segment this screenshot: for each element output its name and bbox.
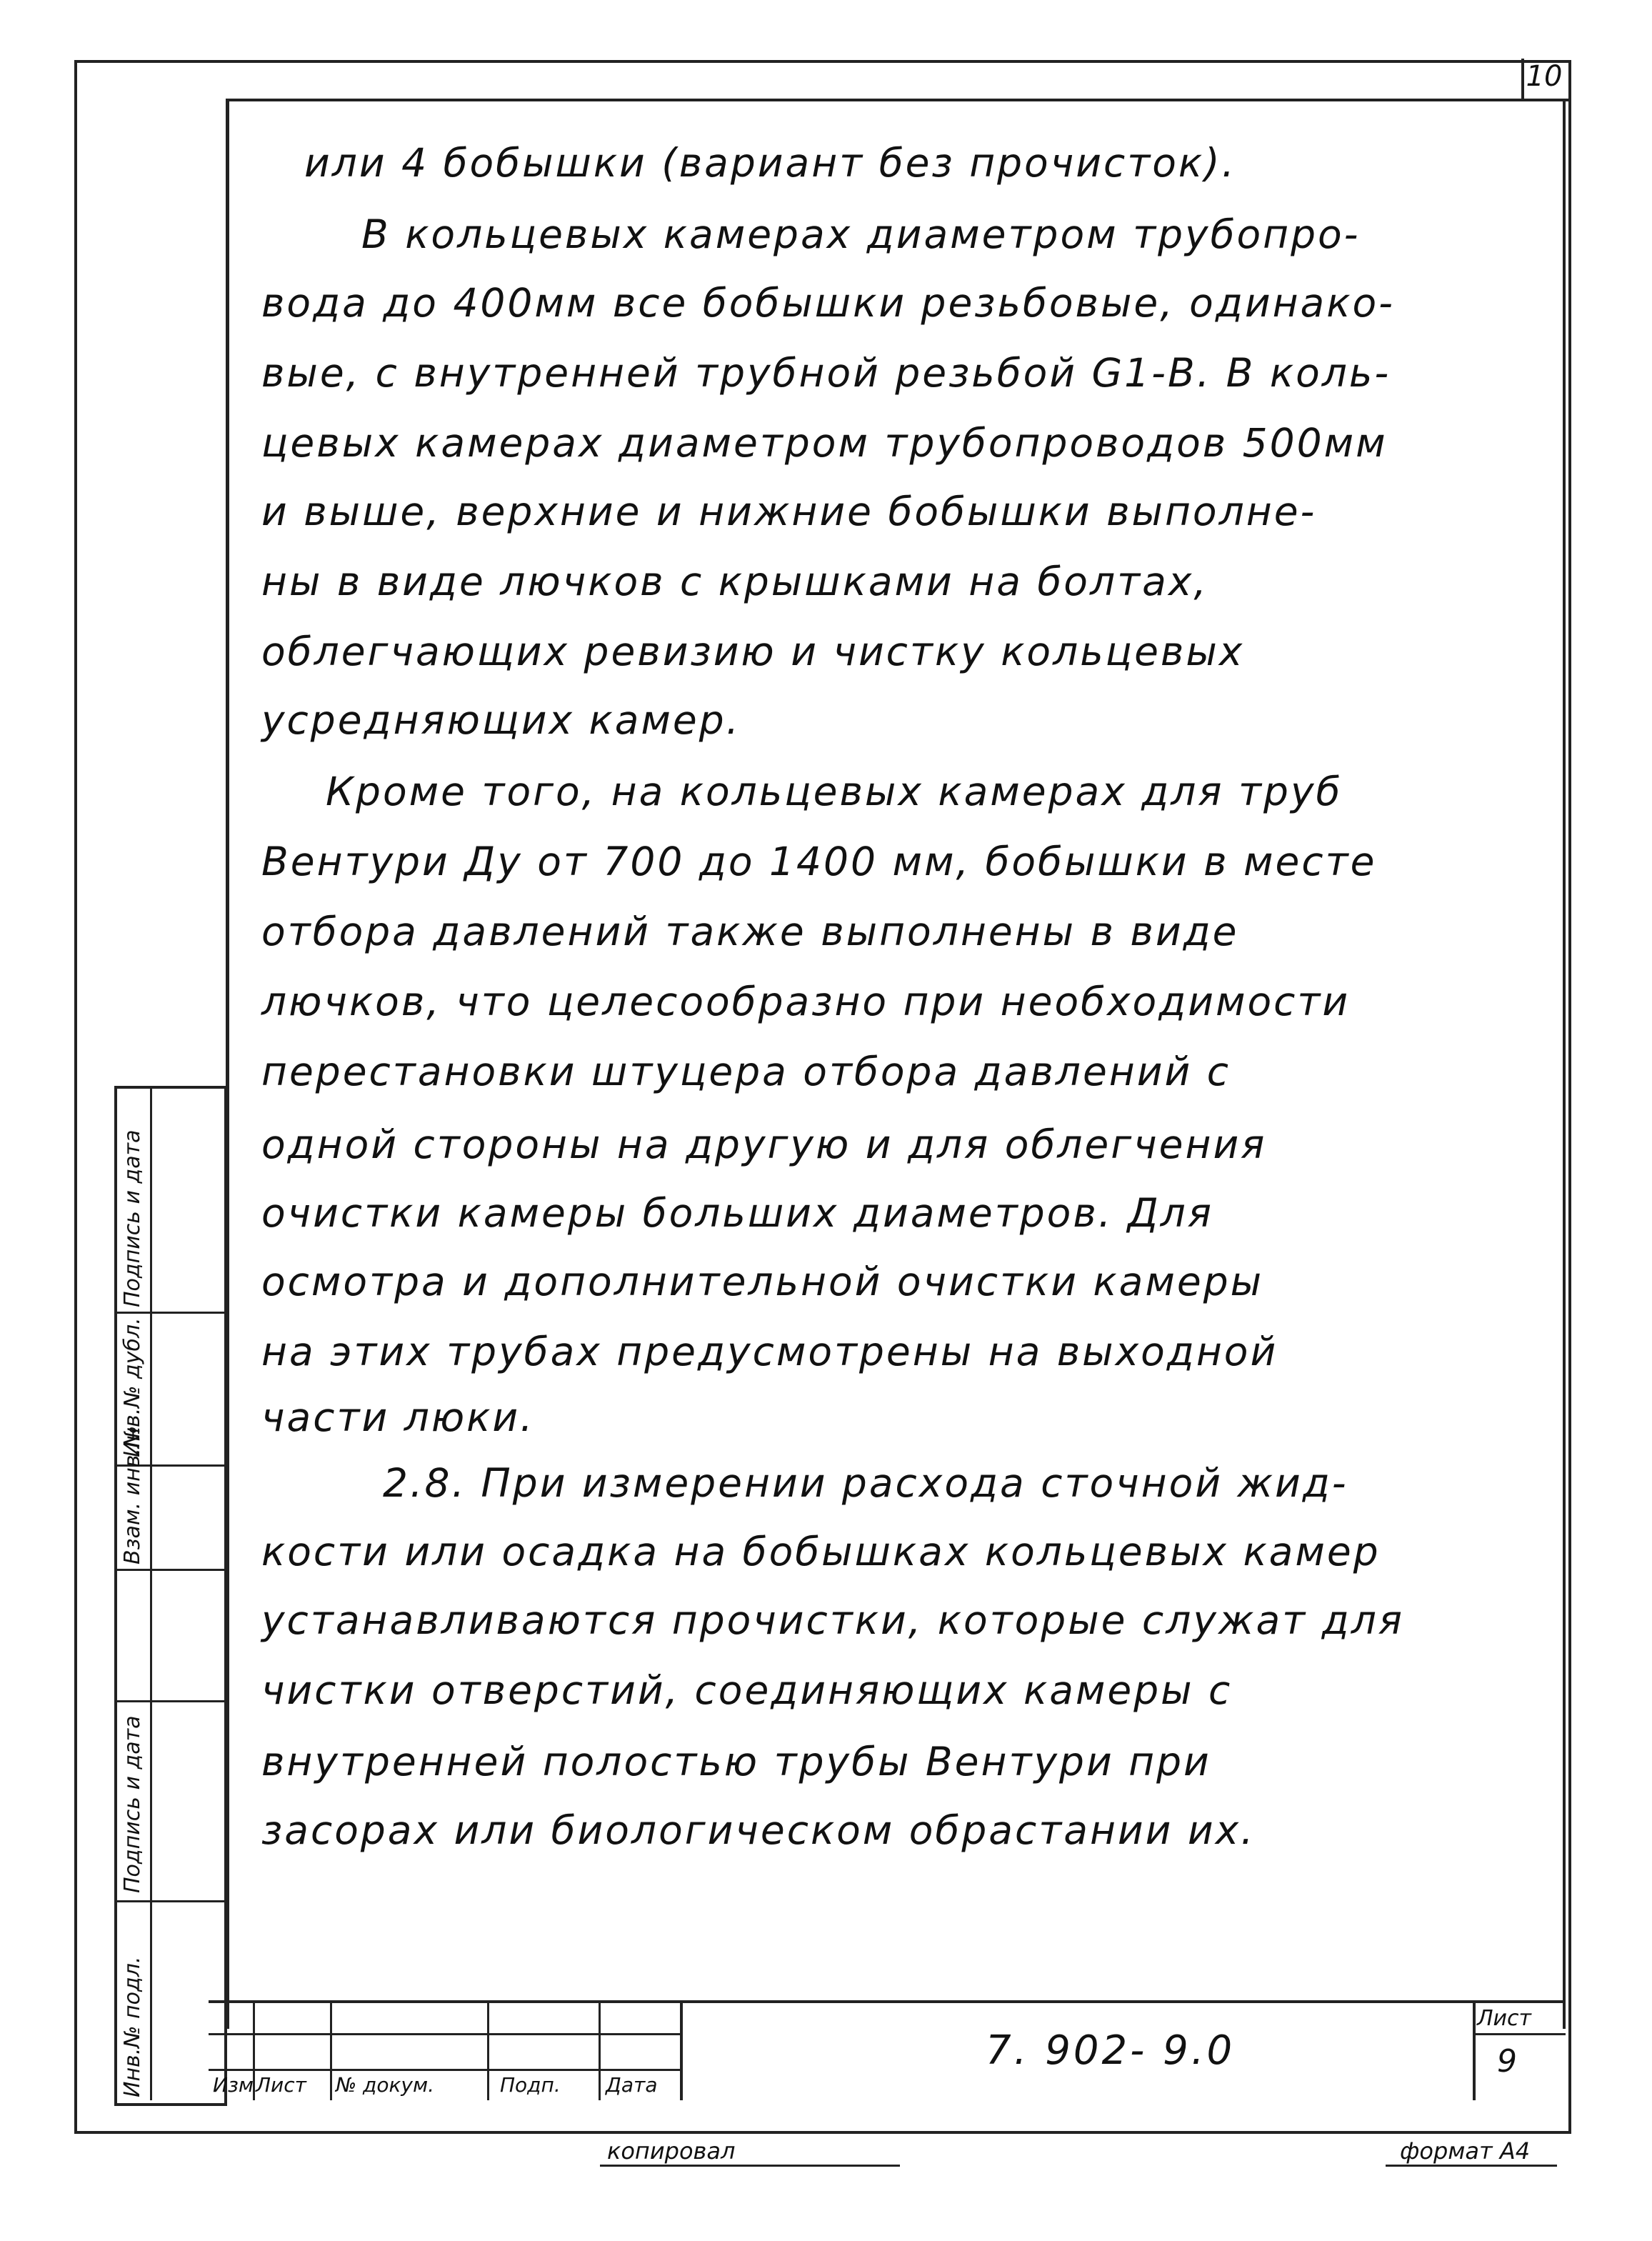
title-block-col-line [487,2000,489,2100]
side-strip-label: Взам. инв.№ [120,1425,145,1564]
format-label: формат А4 [1400,2137,1531,2165]
inner-frame-top [226,99,1564,101]
title-block-col-line [330,2000,332,2100]
title-block-col-line [599,2000,601,2100]
sheet-label: Лист [1477,2006,1532,2031]
body-line: одной стороны на другую и для облегчения [261,1122,1267,1167]
body-line: кости или осадка на бобышках кольцевых камер [261,1529,1381,1574]
body-line: чистки отверстий, соединяющих камеры с [261,1667,1233,1713]
title-block-header: Дата [606,2073,658,2097]
body-line: части люки. [261,1394,535,1440]
body-line: ны в виде лючков с крышками на болтах, [261,559,1208,604]
copied-by-underline [600,2165,900,2167]
body-line: осмотра и дополнительной очистки камеры [261,1259,1264,1304]
title-block-row-line [209,2069,680,2071]
body-line: цевых камерах диаметром трубопроводов 500мм [261,420,1388,466]
side-strip-row-divider [114,1312,224,1314]
side-strip-label: Инв.№ подл. [120,1956,145,2097]
body-line: или 4 бобышки (вариант без прочисток). [304,140,1237,186]
body-line: устанавливаются прочистки, которые служат для [261,1597,1404,1643]
body-line: усредняющих камер. [261,697,741,743]
side-strip-row-divider [114,1569,224,1571]
body-line: вода до 400мм все бобышки резьбовые, одинако- [261,280,1395,326]
side-strip-row-divider [114,1700,224,1702]
title-block-col-line [680,2000,683,2100]
side-strip-label: Инв.№ дубл. [120,1317,145,1457]
body-line: вые, с внутренней трубной резьбой G1-В. В коль- [261,350,1391,396]
corner-sheet-number: 10 [1526,60,1563,93]
body-line: и выше, верхние и нижние бобышки выполне- [261,489,1317,534]
body-line: лючков, что целесообразно при необходимости [261,979,1351,1024]
body-line: засорах или биологическом обрастании их. [261,1807,1256,1853]
side-strip-row-divider [114,1900,224,1902]
document-code: 7. 902- 9.0 [986,2027,1236,2074]
body-line: 2.8. При измерении расхода сточной жид- [383,1460,1348,1506]
inner-frame-right [1563,100,1566,2029]
side-strip-label: Подпись и дата [120,1129,145,1307]
body-line: Вентури Ду от 700 до 1400 мм, бобышки в месте [261,839,1377,884]
body-line: Кроме того, на кольцевых камерах для труб [326,769,1343,814]
title-block-header: Лист [256,2073,306,2097]
title-block-header: № докум. [336,2073,435,2097]
side-strip-label: Подпись и дата [120,1715,145,1893]
body-line: перестановки штуцера отбора давлений с [261,1049,1231,1094]
title-block-row-line [209,2033,680,2035]
title-block-header: Подп. [500,2073,561,2097]
body-line: внутренней полостью трубы Вентури при [261,1739,1211,1785]
format-underline [1386,2165,1557,2167]
body-line: отбора давлений также выполнены в виде [261,909,1239,954]
side-strip-divider [150,1086,152,2100]
body-line: В кольцевых камерах диаметром трубопро- [361,211,1361,257]
title-block-header: Изм [213,2073,254,2097]
body-line: на этих трубах предусмотрены на выходной [261,1329,1278,1374]
copied-by-label: копировал [607,2137,736,2165]
title-block-row-line [1473,2033,1566,2035]
title-block-col-line [1473,2000,1476,2100]
sheet-number: 9 [1497,2043,1517,2080]
body-line: очистки камеры больших диаметров. Для [261,1190,1213,1236]
body-line: облегчающих ревизию и чистку кольцевых [261,629,1245,674]
